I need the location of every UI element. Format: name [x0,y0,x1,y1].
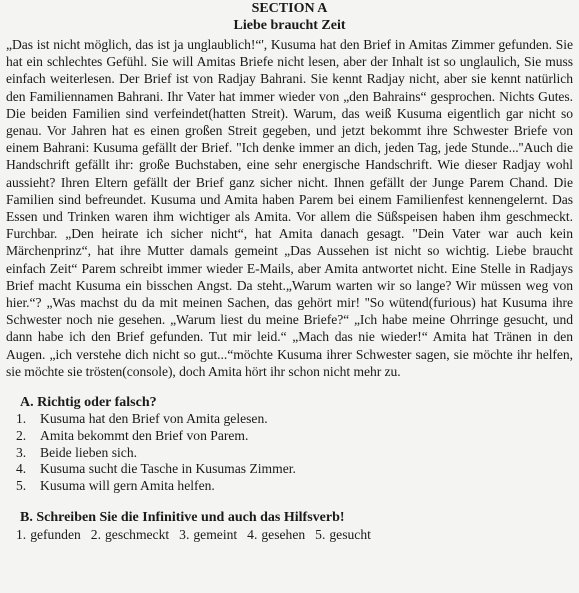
list-item [16,478,573,495]
item-number: 5. [315,527,326,543]
item-number: 5. [16,478,27,494]
list-item [16,445,573,462]
item-text: Amita bekommt den Brief von Parem. [40,427,249,443]
item-number: 2. [16,427,27,443]
item-number: 3. [16,444,27,460]
exercise-b [6,509,573,543]
section-heading: SECTION A [251,1,328,16]
item-number: 3. [179,527,190,543]
story-text: „Das ist nicht möglich, das ist ja unglaublich!“', Kusuma hat den Brief in Amitas Zimmer gefunden. Sie hat ein schlechtes Gefühl. Sie will Amitas Briefe nicht lesen, aber der Inhalt ist so unglaulich, Sie muss einfach weiterlesen. Der Brief ist von Radjay Bahrani. Sie kennt Radjay nicht, aber sie kennt natürlich den Familiennamen Bahrani. Ihr Vater hat immer wieder von „den Bahrains“ gesprochen. Nichts Gutes. Die beiden Familien sind verfeindet(hatten Streit). Warum, das weiß Kusuma eigentlich gar nicht so genau. Vor Jahren hat es einen großen Streit gegeben, und jetzt bekommt ihre Schwester Briefe von einem Bahrani: Kusuma gefällt der Brief. "Ich denke immer an dich, jeden Tag, jede Stunde...''Auch die Handschrift gefällt ihr: große Buchstaben, eine sehr energische Handschrift. Wie dieser Radjay wohl aussieht? Ihren Eltern gefällt der Brief ganz sicher nicht. Ihnen gefällt der Junge Parem Chand. Die Familien sind befreundet. Kusuma und Amita haben Parem bei einem Familienfest kennengelernt. Das Essen und Trinken waren ihm wichtiger als Amita. Vor allem die Süßspeisen haben ihm geschmeckt. Furchbar. „Den heirate ich sicher nicht“, hat Amita danach gesagt. "Dein Vater war auch kein Märchenprinz“, hat ihre Mutter damals gemeint „Das Aussehen ist nicht so wichtig. Liebe braucht einfach Zeit“ Parem schreibt immer wieder E-Mails, aber Amita antwortet nicht. Eine Stelle in Radjays Brief macht Kusuma ein bisschen Angst. Da steht.„Warum warten wir so lange? Wir müssen weg von hier.“? „Was machst du da mit meinen Sachen, das gehört mir! ''So wütend(furious) hat Kusuma ihre Schwester noch nie gesehen. „Warum liest du meine Briefe?“ „Ich habe meine Ohrringe gesucht, und dann habe ich den Brief gefunden. Tut mir leid.“ „Mach das nie wieder!“ Amita hat Tränen in den Augen. „ich verstehe dich nicht so gut...“möchte Kusuma ihrer Schwester sagen, sie möchte ihr helfen, sie möchte sie trösten(console), doch Amita hört ihr schon nicht mehr zu. [6,37,573,379]
item-text: Kusuma sucht die Tasche in Kusumas Zimmer. [40,461,296,477]
verb-participle: gesehen [261,527,306,543]
story-title: Liebe braucht Zeit [233,18,346,33]
exercise-a-heading: A. Richtig oder falsch? [20,395,157,411]
item-text: Kusuma will gern Amita helfen. [40,478,215,494]
item-number: 1. [16,411,27,427]
verb-list [6,526,573,543]
item-number: 1. [16,527,27,543]
list-item [16,461,573,478]
verb-participle: geschmeckt [105,527,170,543]
verb-participle: gesucht [329,527,371,543]
item-text: Kusuma hat den Brief von Amita gelesen. [40,411,268,427]
list-item [16,428,573,445]
item-number: 4. [247,527,258,543]
item-number: 2. [90,527,101,543]
verb-participle: gemeint [193,527,238,543]
exercise-a-list [6,411,573,495]
item-number: 4. [16,461,27,477]
list-item [16,411,573,428]
verb-participle: gefunden [30,527,81,543]
exercise-a [6,394,573,495]
item-text: Beide lieben sich. [40,444,138,460]
exercise-b-heading: B. Schreiben Sie die Infinitive und auch das Hilfsverb! [20,510,345,526]
